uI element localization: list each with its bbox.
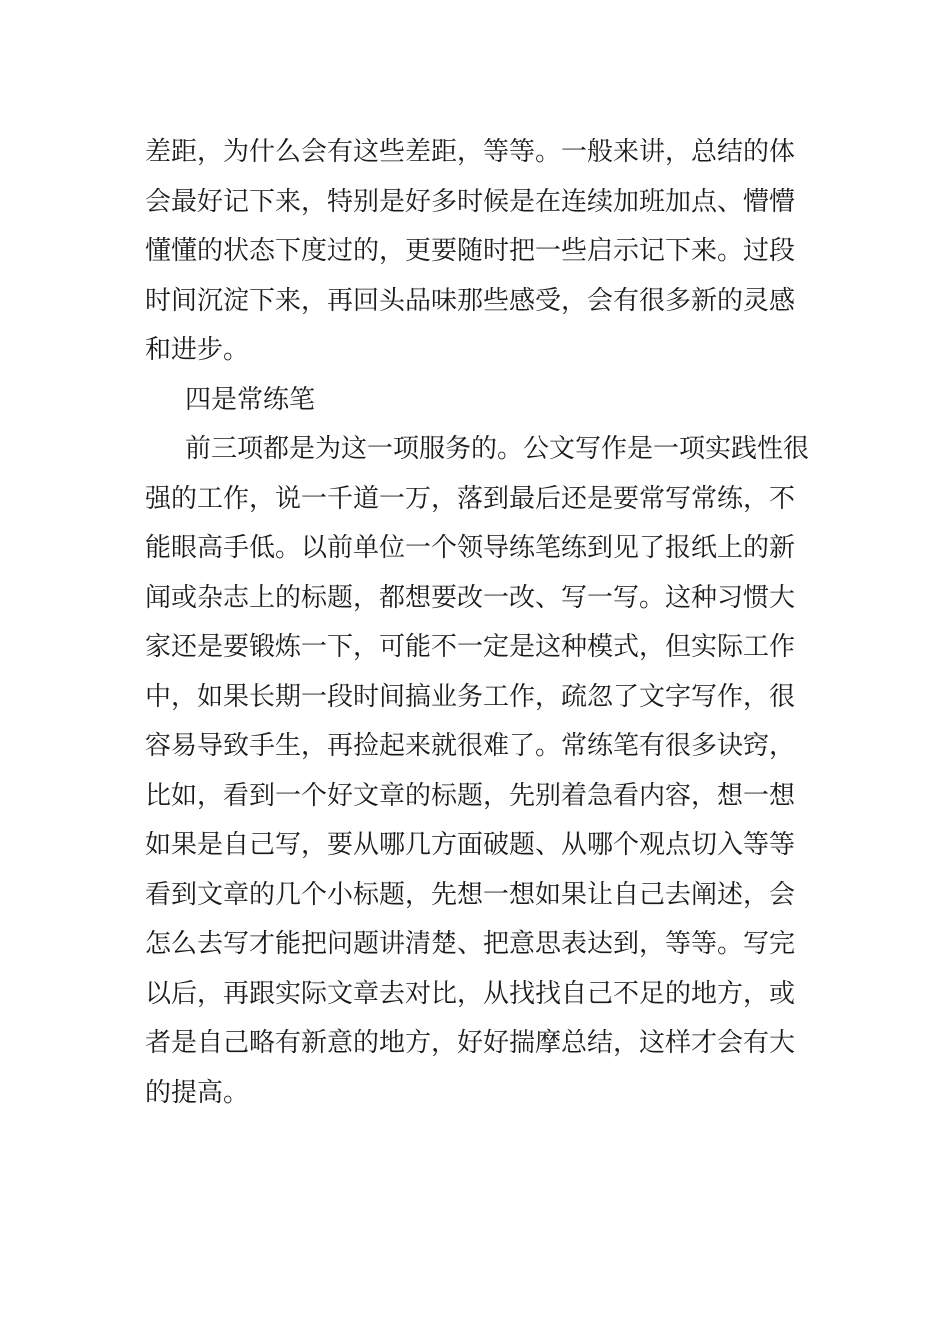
section-heading: 四是常练笔 bbox=[185, 384, 316, 415]
text-line: 如果是自己写，要从哪几方面破题、从哪个观点切入等等 bbox=[145, 830, 796, 860]
text-line: 会最好记下来，特别是好多时候是在连续加班加点、懵懵 bbox=[145, 186, 796, 217]
text-line: 闻或杂志上的标题，都想要改一改、写一写。这种习惯大 bbox=[145, 582, 796, 613]
text-line: 容易导致手生，再捡起来就很难了。常练笔有很多诀窍， bbox=[145, 731, 796, 761]
text-line: 时间沉淀下来，再回头品味那些感受，会有很多新的灵感 bbox=[145, 285, 796, 316]
text-line: 者是自己略有新意的地方，好好揣摩总结，这样才会有大 bbox=[145, 1028, 796, 1058]
text-line: 懂懂的状态下度过的，更要随时把一些启示记下来。过段 bbox=[145, 236, 796, 266]
text-line: 比如，看到一个好文章的标题，先别着急看内容，想一想 bbox=[145, 780, 796, 811]
text-line: 以后，再跟实际文章去对比，从找找自己不足的地方，或 bbox=[145, 978, 796, 1009]
paragraph-first-line: 前三项都是为这一项服务的。公文写作是一项实践性很 bbox=[185, 434, 810, 464]
text-line: 强的工作，说一千道一万，落到最后还是要常写常练，不 bbox=[145, 483, 796, 514]
text-line: 看到文章的几个小标题，先想一想如果让自己去阐述，会 bbox=[145, 879, 796, 910]
text-line: 家还是要锻炼一下，可能不一定是这种模式，但实际工作 bbox=[145, 632, 796, 662]
text-line: 中，如果长期一段时间搞业务工作，疏忽了文字写作，很 bbox=[145, 681, 796, 712]
text-line: 和进步。 bbox=[145, 335, 250, 365]
text-line: 能眼高手低。以前单位一个领导练笔练到见了报纸上的新 bbox=[145, 533, 796, 563]
body-text bbox=[145, 128, 810, 1118]
text-line: 怎么去写才能把问题讲清楚、把意思表达到，等等。写完 bbox=[145, 929, 796, 959]
text-line: 差距，为什么会有这些差距，等等。一般来讲，总结的体 bbox=[145, 137, 796, 167]
text-line: 的提高。 bbox=[145, 1077, 250, 1108]
